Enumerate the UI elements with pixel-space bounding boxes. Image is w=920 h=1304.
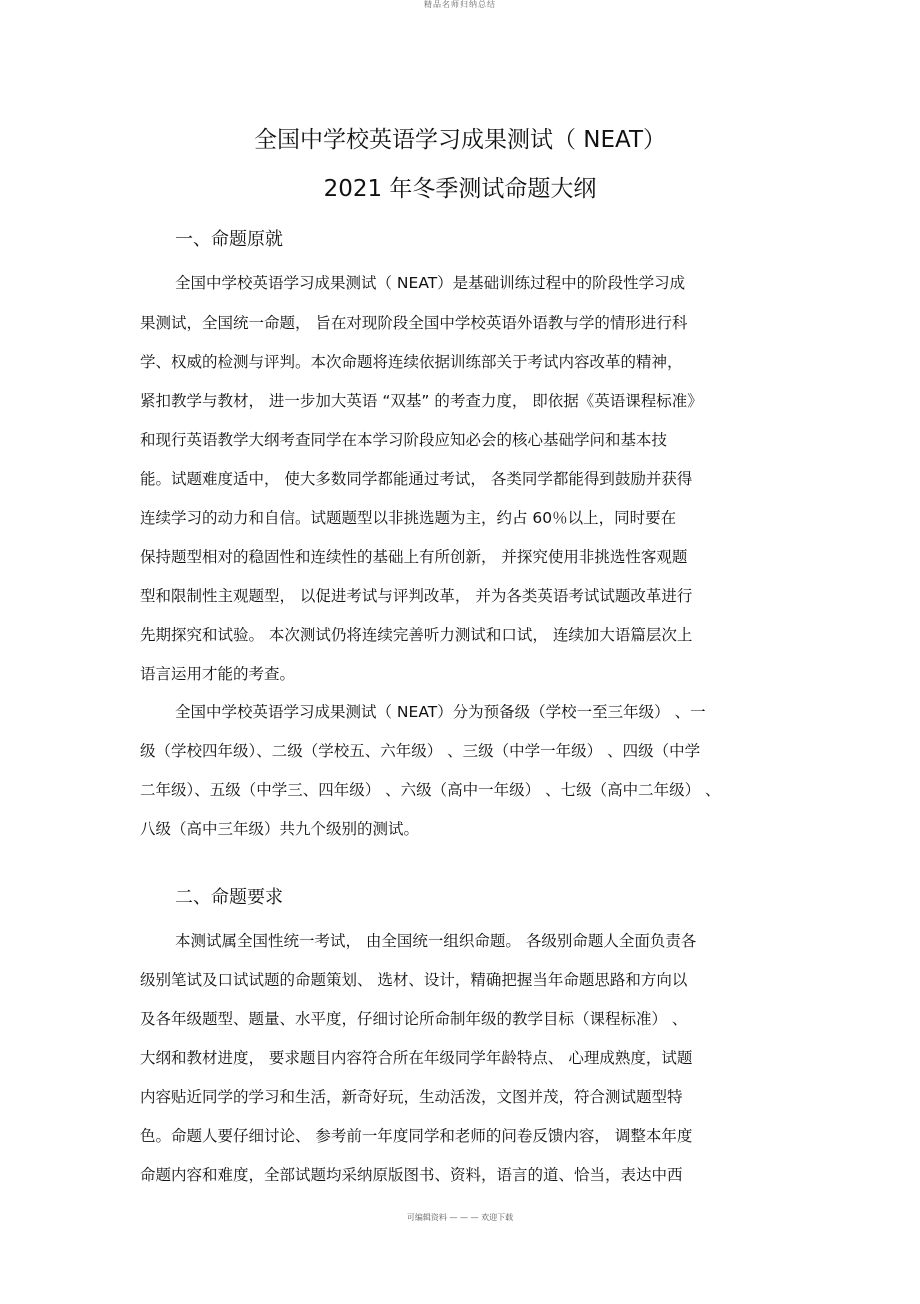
section1-para1-line: 型和限制性主观题型， 以促进考试与评判改革， 并为各类英语考试试题改革进行 <box>140 587 693 605</box>
section2-para1-line: 大纲和教材进度， 要求题目内容符合所在年级同学年龄特点、 心理成熟度，试题 <box>140 1049 693 1067</box>
section1-para1-line: 和现行英语教学大纲考查同学在本学习阶段应知必会的核心基础学问和基本技 <box>140 431 668 449</box>
section1-para1-line: 连续学习的动力和自信。试题题型以非挑选题为主，约占 60％以上，同时要在 <box>140 509 677 527</box>
section1-para1-line: 紧扣教学与教材， 进一步加大英语 “双基” 的考查力度， 即依据《英语课程标准》 <box>140 392 703 410</box>
section2-para1-line: 命题内容和难度，全部试题均采纳原版图书、资料，语言的道、恰当，表达中西 <box>140 1166 683 1184</box>
section1-para2-line: 二年级）、五级（中学三、四年级） 、六级（高中一年级） 、七级（高中二年级） 、 <box>140 781 721 799</box>
section1-para2-line: 全国中学校英语学习成果测试（ NEAT）分为预备级（学校一至三年级） 、一 <box>175 703 706 721</box>
section1-para1-line: 全国中学校英语学习成果测试（ NEAT）是基础训练过程中的阶段性学习成 <box>175 274 686 292</box>
section1-para1-line: 果测试，全国统一命题， 旨在对现阶段全国中学校英语外语教与学的情形进行科 <box>140 314 688 332</box>
page-footer: 可编辑资料 — — — 欢迎下载 <box>406 1213 514 1222</box>
section2-para1-line: 及各年级题型、题量、水平度，仔细讨论所命制年级的教学目标（课程标准） 、 <box>140 1010 688 1028</box>
section2-para1-line: 色。命题人要仔细讨论、 参考前一年度同学和老师的问卷反馈内容， 调整本年度 <box>140 1127 693 1145</box>
section2-para1-line: 内容贴近同学的学习和生活，新奇好玩，生动活泼，文图并茂，符合测试题型特 <box>140 1088 683 1106</box>
section2-para1-line: 本测试属全国性统一考试， 由全国统一组织命题。 各级别命题人全面负责各 <box>175 932 697 950</box>
document-title-line1: 全国中学校英语学习成果测试（ NEAT） <box>253 127 667 153</box>
section1-heading: 一、命题原就 <box>175 229 283 250</box>
section1-para2-line: 八级（高中三年级）共九个级别的测试。 <box>140 820 420 838</box>
section1-para1-line: 先期探究和试验。 本次测试仍将连续完善听力测试和口试， 连续加大语篇层次上 <box>140 626 693 644</box>
section1-para1-line: 学、权威的检测与评判。本次命题将连续依据训练部关于考试内容改革的精神， <box>140 353 683 371</box>
page-header: 精品名师归纳总结 <box>424 0 496 9</box>
section2-para1-line: 级别笔试及口试试题的命题策划、 选材、设计，精确把握当年命题思路和方向以 <box>140 971 688 989</box>
section2-heading: 二、命题要求 <box>175 887 283 908</box>
document-title-line2: 2021 年冬季测试命题大纲 <box>323 176 597 202</box>
section1-para1-line: 保持题型相对的稳固性和连续性的基础上有所创新， 并探究使用非挑选性客观题 <box>140 548 688 566</box>
section1-para1-line: 语言运用才能的考查。 <box>140 665 296 683</box>
section1-para2-line: 级（学校四年级）、二级（学校五、六年级） 、三级（中学一年级） 、四级（中学 <box>140 742 701 760</box>
section1-para1-line: 能。试题难度适中， 使大多数同学都能通过考试， 各类同学都能得到鼓励并获得 <box>140 470 693 488</box>
